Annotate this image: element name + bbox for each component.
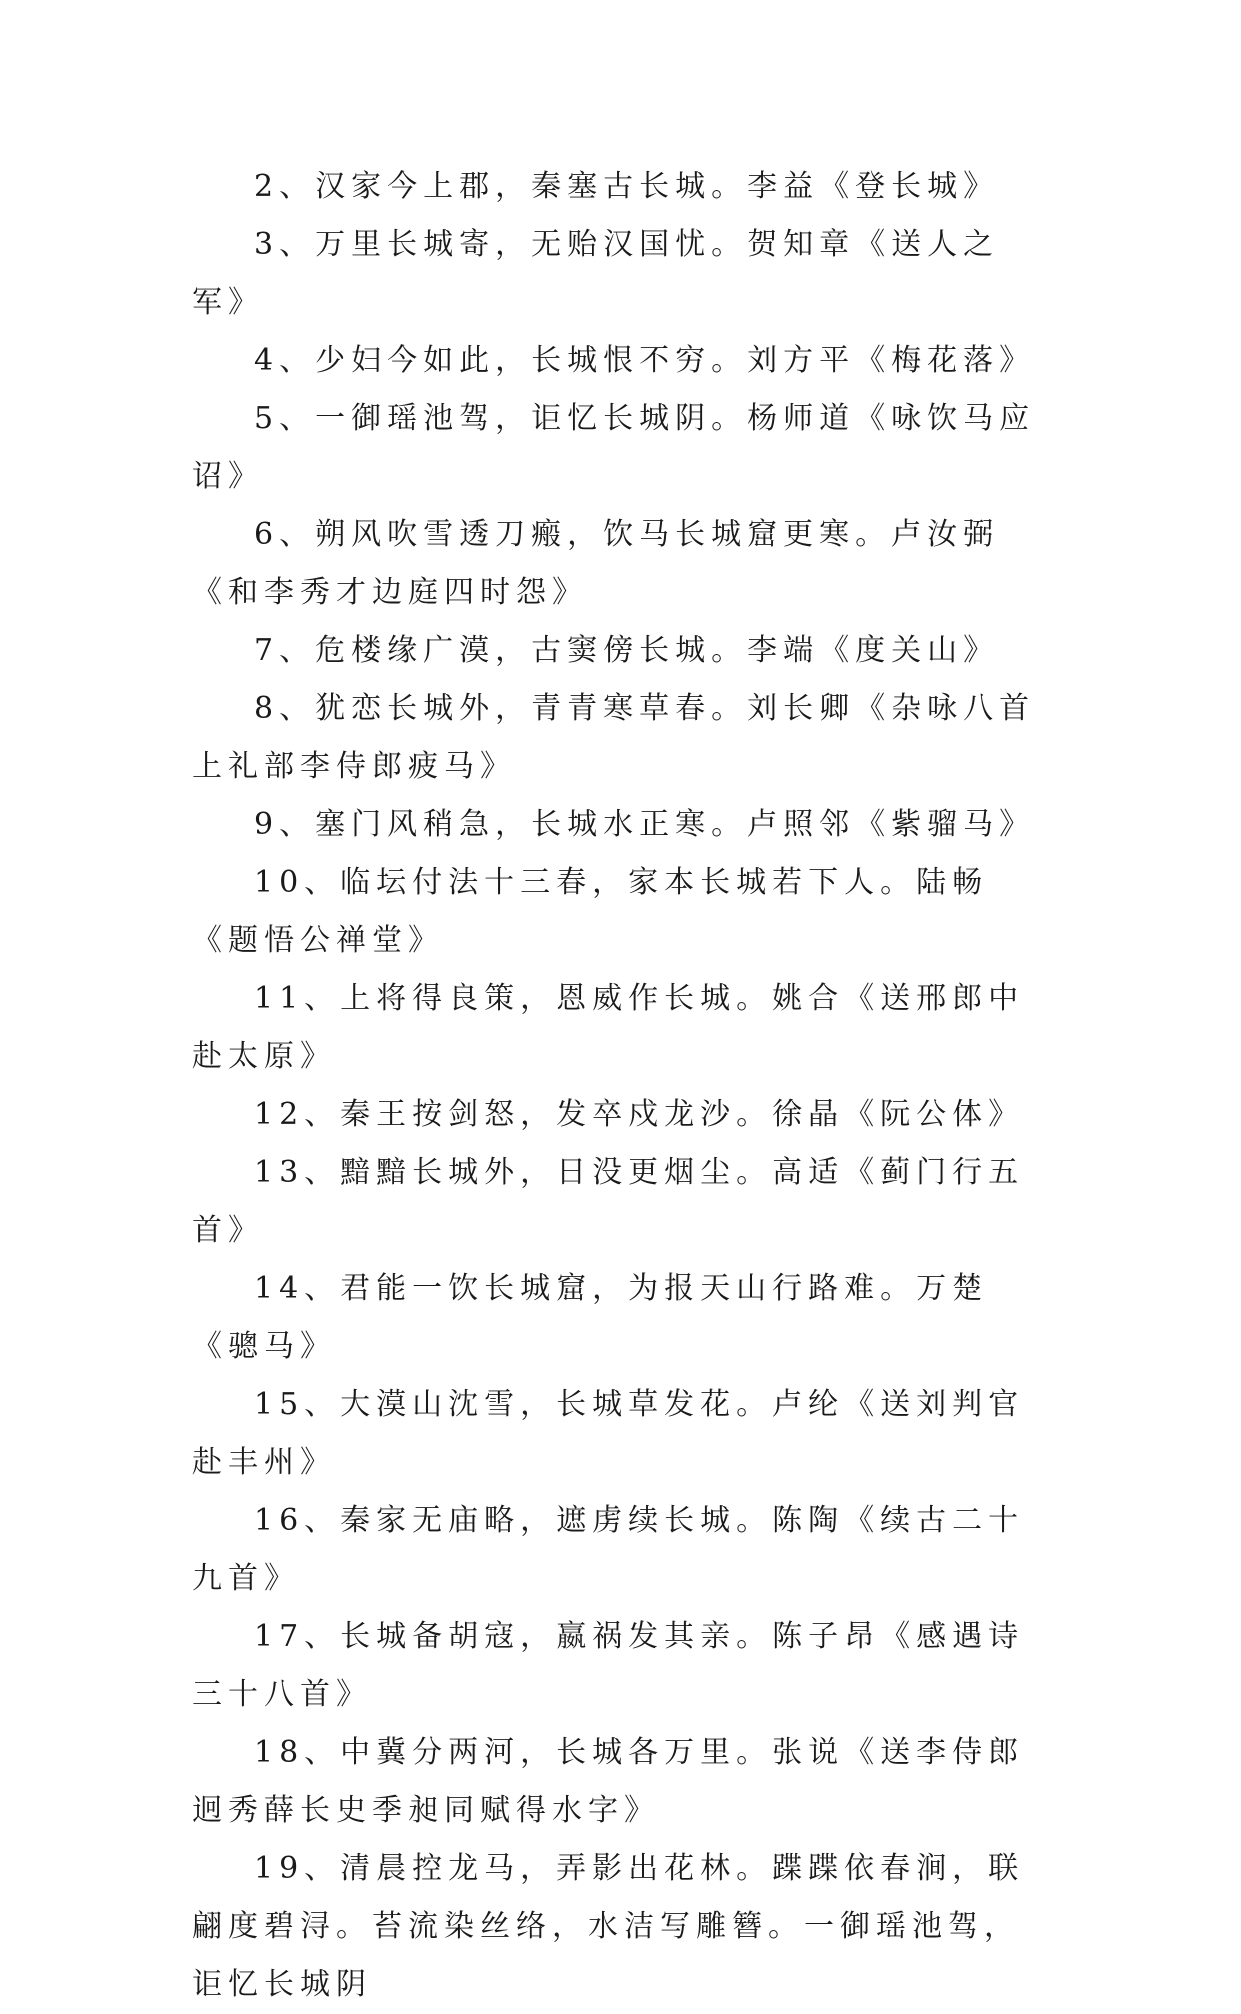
paragraph-11: 11、上将得良策，恩威作长城。姚合《送邢郎中赴太原》 <box>192 981 1025 1074</box>
paragraph-10: 10、临坛付法十三春，家本长城若下人。陆畅《题悟公禅堂》 <box>192 865 989 958</box>
paragraph-14: 14、君能一饮长城窟，为报天山行路难。万楚《骢马》 <box>192 1271 989 1364</box>
paragraph-18: 18、中冀分两河，长城各万里。张说《送李侍郎迥秀薛长史季昶同赋得水字》 <box>192 1735 1025 1828</box>
paragraph-5: 5、一御瑶池驾，讵忆长城阴。杨师道《咏饮马应诏》 <box>192 401 1036 494</box>
paragraph-2: 2、汉家今上郡，秦塞古长城。李益《登长城》 <box>254 169 1000 204</box>
paragraph-12: 12、秦王按剑怒，发卒戍龙沙。徐晶《阮公体》 <box>254 1097 1025 1132</box>
paragraph-6: 6、朔风吹雪透刀瘢，饮马长城窟更寒。卢汝弼《和李秀才边庭四时怨》 <box>192 517 1000 610</box>
paragraph-9: 9、塞门风稍急，长城水正寒。卢照邻《紫骝马》 <box>254 807 1036 842</box>
paragraph-15: 15、大漠山沈雪，长城草发花。卢纶《送刘判官赴丰州》 <box>192 1387 1025 1480</box>
paragraph-4: 4、少妇今如此，长城恨不穷。刘方平《梅花落》 <box>254 343 1036 378</box>
paragraph-19: 19、清晨控龙马，弄影出花林。蹀蹀依春涧，联翩度碧浔。苔流染丝络，水洁写雕簪。一御瑶池驾，讵忆长城阴 <box>192 1851 1025 2002</box>
paragraph-13: 13、黯黯长城外，日没更烟尘。高适《蓟门行五首》 <box>192 1155 1025 1248</box>
paragraph-7: 7、危楼缘广漠，古窦傍长城。李端《度关山》 <box>254 633 1000 668</box>
document-body <box>192 158 1052 2014</box>
paragraph-3: 3、万里长城寄，无贻汉国忧。贺知章《送人之军》 <box>192 227 1000 320</box>
paragraph-8: 8、犹恋长城外，青青寒草春。刘长卿《杂咏八首上礼部李侍郎疲马》 <box>192 691 1036 784</box>
paragraph-17: 17、长城备胡寇，嬴祸发其亲。陈子昂《感遇诗三十八首》 <box>192 1619 1025 1712</box>
paragraph-16: 16、秦家无庙略，遮虏续长城。陈陶《续古二十九首》 <box>192 1503 1025 1596</box>
